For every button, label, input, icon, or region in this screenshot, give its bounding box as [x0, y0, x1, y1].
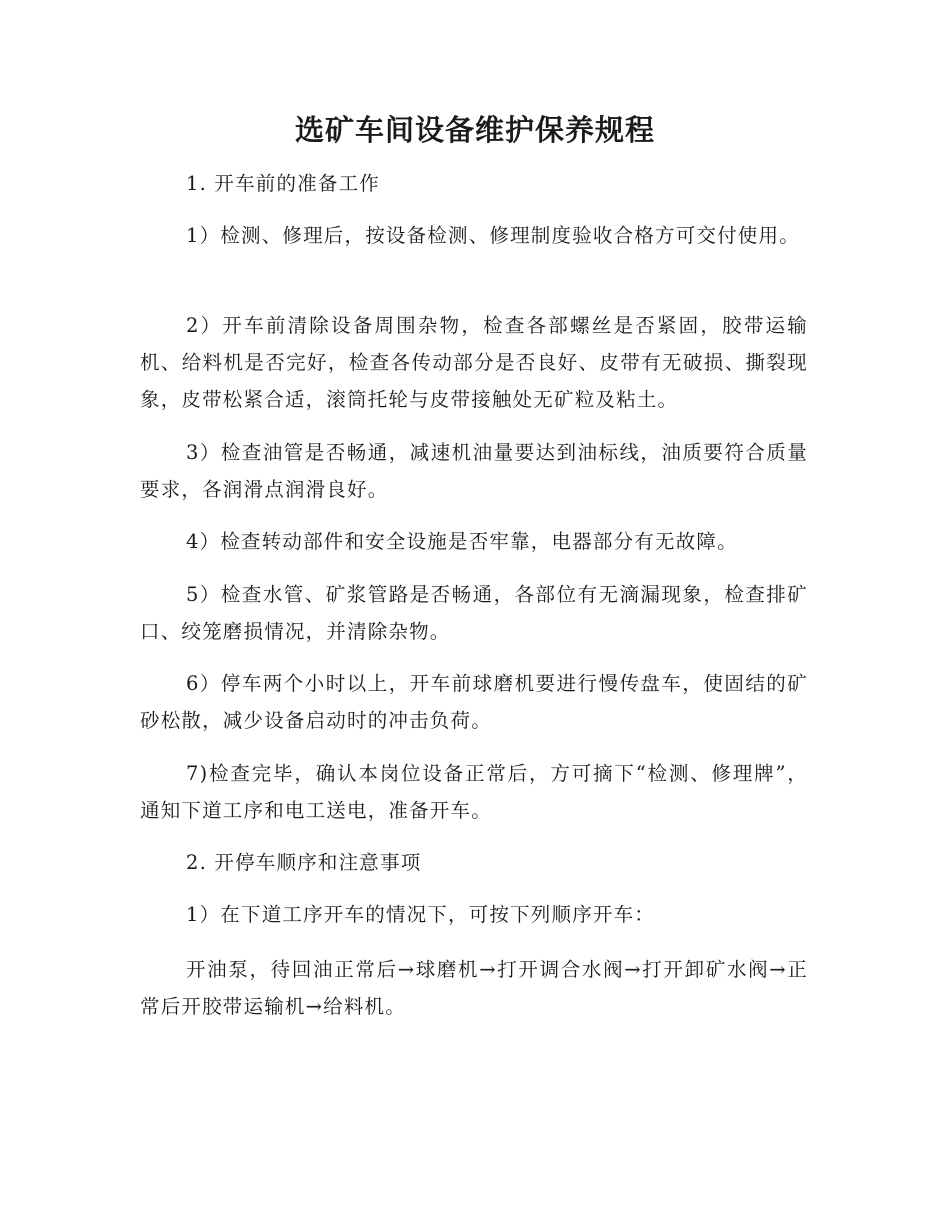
- paragraph-item-4: 4）检查转动部件和安全设施是否牢靠，电器部分有无故障。: [186, 530, 738, 553]
- paragraph-item-5: 5）检查水管、矿浆管路是否畅通，各部位有无滴漏现象，检查排矿口、绞笼磨损情况，并清除杂物。: [140, 583, 808, 643]
- paragraph-item-3: 3）检查油管是否畅通，减速机油量要达到油标线，油质要符合质量要求，各润滑点润滑良好。: [140, 441, 808, 501]
- section-heading-sequence: 2. 开停车顺序和注意事项: [186, 851, 422, 874]
- paragraph-item-6: 6）停车两个小时以上，开车前球磨机要进行慢传盘车，使固结的矿砂松散，减少设备启动时的冲击负荷。: [140, 672, 808, 732]
- paragraph-item-7: 7)检查完毕，确认本岗位设备正常后，方可摘下“检测、修理牌”，通知下道工序和电工送电，准备开车。: [140, 762, 808, 822]
- paragraph-sequence-intro: 1）在下道工序开车的情况下，可按下列顺序开车：: [186, 903, 656, 926]
- paragraph-item-2: 2）开车前清除设备周围杂物，检查各部螺丝是否紧固，胶带运输机、给料机是否完好，检查各传动部分是否良好、皮带有无破损、撕裂现象，皮带松紧合适，滚筒托轮与皮带接触处无矿粒及粘土。: [140, 314, 808, 411]
- document-title: 选矿车间设备维护保养规程: [294, 113, 655, 147]
- paragraph-startup-sequence: 开油泵，待回油正常后→球磨机→打开调合水阀→打开卸矿水阀→正常后开胶带运输机→给料机。: [140, 958, 808, 1018]
- paragraph-item-1: 1）检测、修理后，按设备检测、修理制度验收合格方可交付使用。: [186, 224, 800, 247]
- section-heading-preparation: 1. 开车前的准备工作: [186, 172, 381, 195]
